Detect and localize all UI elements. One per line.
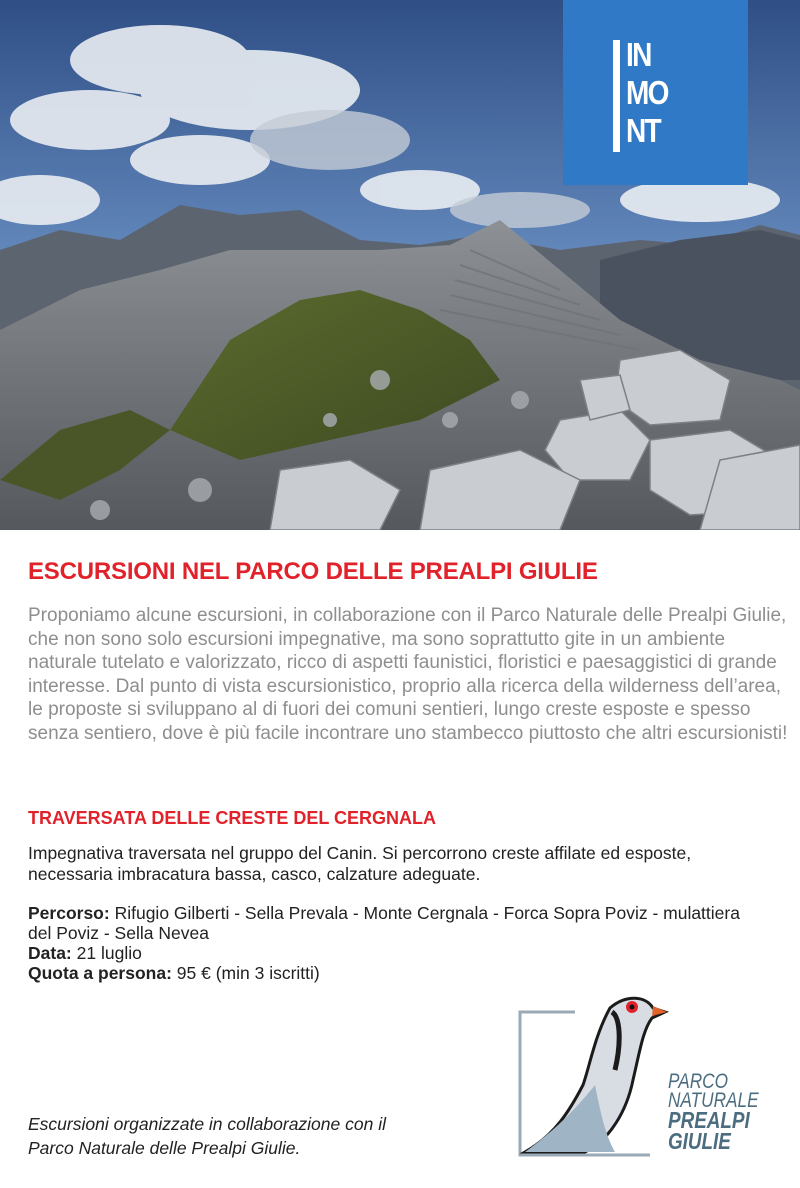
park-logo-text <box>668 1072 759 1152</box>
trip-details <box>28 903 768 983</box>
park-logo-line-2: NATURALE <box>668 1089 759 1112</box>
footer-note <box>28 1112 498 1160</box>
date-value: 21 luglio <box>76 943 142 963</box>
date-row <box>28 943 768 963</box>
route-label: Percorso: <box>28 903 110 923</box>
park-logo-line-1: PARCO <box>668 1070 728 1093</box>
logo-line-3: NT <box>626 112 660 149</box>
trip-description: Impegnativa traversata nel gruppo del Canin. Si percorrono creste affilate ed esposte, necessaria imbracatura bassa, casco, calzature adeguate. <box>28 843 692 884</box>
price-row <box>28 963 768 983</box>
footer-line-1: Escursioni organizzate in collaborazione con il <box>28 1114 386 1134</box>
footer-line-2: Parco Naturale delle Prealpi Giulie. <box>28 1138 301 1158</box>
park-logo-line-3: PREALPI <box>668 1107 750 1133</box>
date-label: Data: <box>28 943 72 963</box>
price-label: Quota a persona: <box>28 963 172 983</box>
logo-line-2: MO <box>626 74 668 111</box>
trip-title: TRAVERSATA DELLE CRESTE DEL CERGNALA <box>28 808 437 828</box>
price-value: 95 € (min 3 iscritti) <box>176 963 320 983</box>
intro-paragraph: Proponiamo alcune escursioni, in collaborazione con il Parco Naturale delle Prealpi Giulie, che non sono solo escursioni impegnative, ma sono soprattutto gite in un ambiente naturale tutelato e valorizzato, ricco di aspetti faunistici, floristici e paesaggistici di grande interesse. Dal punto di vista escursionistico, proprio alla ricerca della wilderness dell’area, le proposte si sviluppano al di fuori dei comuni sentieri, lungo creste esposte e spesso senza sentiero, dove è più facile incontrare uno stambecco piuttosto che altri escursionisti! <box>28 605 788 744</box>
page-title: ESCURSIONI NEL PARCO DELLE PREALPI GIULIE <box>28 558 598 585</box>
logo-bar <box>613 40 620 152</box>
route-row <box>28 903 768 943</box>
route-value: Rifugio Gilberti - Sella Prevala - Monte Cergnala - Forca Sopra Poviz - mulattiera del Poviz - Sella Nevea <box>28 903 740 943</box>
logo-line-1: IN <box>626 36 651 73</box>
inmont-logo <box>563 0 748 185</box>
park-logo-line-4: GIULIE <box>668 1128 731 1154</box>
